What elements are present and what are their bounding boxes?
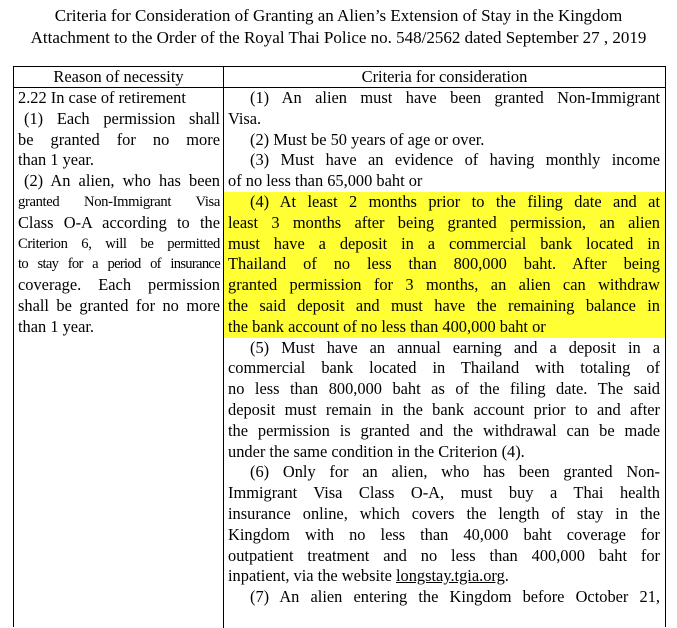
criterion-line: (6) Only for an alien, who has been granted Non- xyxy=(250,462,660,482)
criterion-7-partial xyxy=(228,587,660,608)
reason-column xyxy=(14,88,224,628)
reason-line: Criterion 6, will be permitted xyxy=(18,235,220,252)
reason-line: 2.22 In case of retirement xyxy=(18,88,186,107)
website-link[interactable]: longstay.tgia.org xyxy=(395,566,505,586)
criterion-line: no less than 800,000 baht as of the filing date. The said xyxy=(228,379,660,399)
criterion-line: deposit must remain in the bank account prior to and after xyxy=(228,399,660,419)
table-header xyxy=(14,67,665,88)
criterion-line: (4) At least 2 months prior to the filing date and at xyxy=(250,191,660,211)
criterion-line: the said deposit and must have the remaining balance in xyxy=(228,295,660,315)
criterion-text: inpatient, via the website xyxy=(228,566,396,586)
reason-line: coverage. Each permission xyxy=(18,275,220,295)
criterion-line: under the same condition in the Criterion (4). xyxy=(228,441,525,461)
reason-line: (1) Each permission shall xyxy=(24,108,220,128)
criterion-line: (2) Must be 50 years of age or over. xyxy=(250,129,485,149)
criterion-line: outpatient treatment and no less than 400,000 baht for xyxy=(228,545,660,565)
table-body xyxy=(14,88,665,628)
criterion-text: . xyxy=(504,566,509,586)
reason-line: shall be granted for no more xyxy=(18,295,220,315)
criterion-4-highlighted xyxy=(224,192,665,338)
reason-line: granted Non-Immigrant Visa xyxy=(18,193,220,210)
document-title xyxy=(0,0,677,48)
reason-line: be granted for no more xyxy=(18,129,220,149)
criterion-line: (7) An alien entering the Kingdom before October 21, xyxy=(250,587,660,607)
reason-line: (2) An alien, who has been xyxy=(24,171,220,191)
header-criteria: Criteria for consideration xyxy=(361,67,528,86)
title-line-1: Criteria for Consideration of Granting an Alien’s Extension of Stay in the Kingdom xyxy=(54,6,623,25)
criterion-line: Thailand of no less than 800,000 baht. After being xyxy=(228,254,660,274)
criterion-line: Visa. xyxy=(228,108,262,128)
criterion-line: commercial bank located in Thailand with totaling of xyxy=(228,358,660,378)
criterion-line: of no less than 65,000 baht or xyxy=(228,171,423,191)
criterion-line: insurance online, which covers the length of stay in the xyxy=(228,503,660,523)
criterion-line: the bank account of no less than 400,000 baht or xyxy=(228,316,546,336)
header-reason: Reason of necessity xyxy=(14,67,224,87)
criterion-5 xyxy=(228,338,660,463)
criterion-line: the permission is granted and the withdrawal can be made xyxy=(228,420,660,440)
reason-line: than 1 year. xyxy=(18,150,95,170)
criteria-table xyxy=(13,66,666,627)
reason-line: than 1 year. xyxy=(18,316,95,336)
criterion-line: granted permission for 3 months, an alien can withdraw xyxy=(228,275,660,295)
criterion-line: Immigrant Visa Class O-A, must buy a Thai health xyxy=(228,483,660,503)
criteria-column xyxy=(224,88,665,628)
criterion-line: must have a deposit in a commercial bank located in xyxy=(228,233,660,253)
title-line-2: Attachment to the Order of the Royal Thai Police no. 548/2562 dated September 27 , 2019 xyxy=(30,27,647,47)
criterion-line: least 3 months after being granted permission, an alien xyxy=(228,212,660,232)
criterion-line-last xyxy=(228,566,660,587)
criterion-line: (1) An alien must have been granted Non-Immigrant xyxy=(250,88,660,107)
reason-line: to stay for a period of insurance xyxy=(18,256,220,273)
criterion-2 xyxy=(228,130,660,151)
criterion-line: (5) Must have an annual earning and a deposit in a xyxy=(250,337,660,357)
reason-line: Class O-A according to the xyxy=(18,212,220,232)
criterion-1 xyxy=(228,88,660,130)
criterion-line: Kingdom with no less than 40,000 baht coverage for xyxy=(228,524,660,544)
criterion-3 xyxy=(228,150,660,192)
criterion-line: (3) Must have an evidence of having monthly income xyxy=(250,150,660,170)
criterion-6 xyxy=(228,462,660,587)
